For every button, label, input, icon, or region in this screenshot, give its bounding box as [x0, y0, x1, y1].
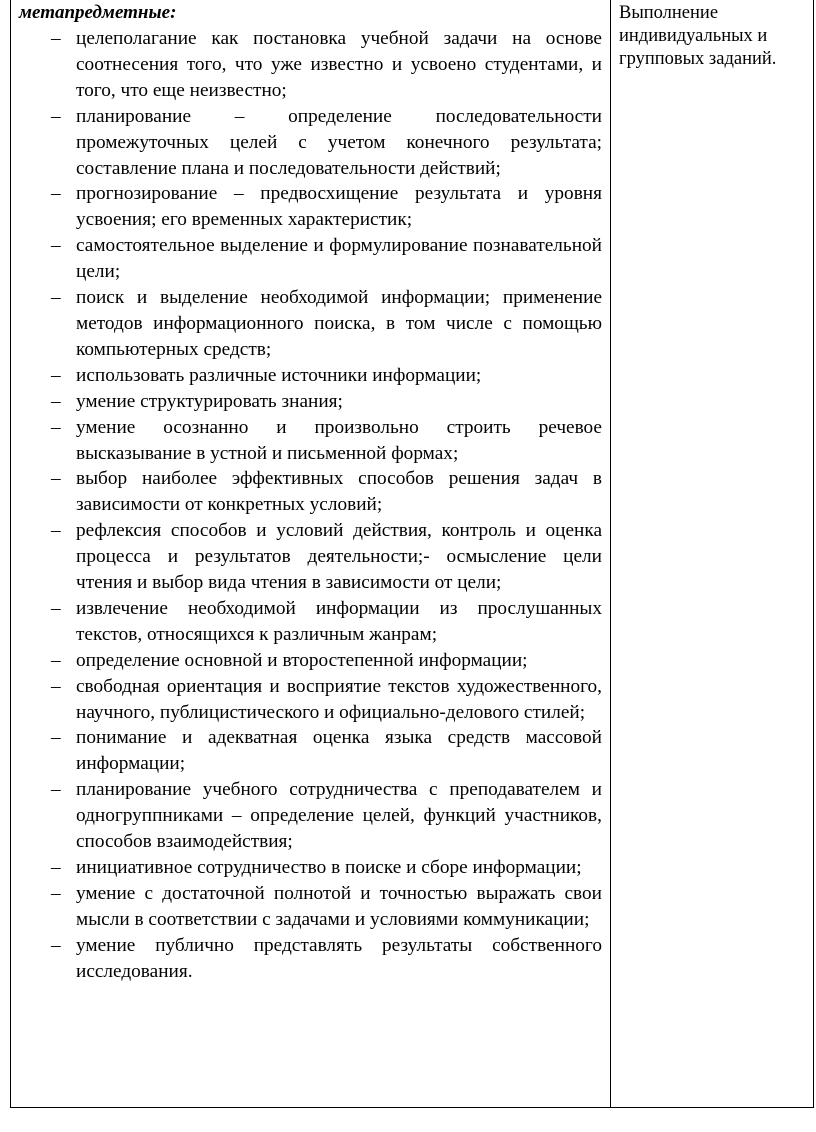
- list-item: – умение публично представлять результаты собственного исследования.: [51, 934, 602, 982]
- list-item: – выбор наиболее эффективных способов решения задач в зависимости от конкретных условий;: [51, 468, 602, 516]
- list-item: – рефлексия способов и условий действия, контроль и оценка процесса и результатов деятельности;- осмысление цели чтения и выбор вида чтения в зависимости от цели;: [51, 520, 602, 594]
- list-item: – самостоятельное выделение и формулирование познавательной цели;: [51, 235, 602, 283]
- list-item: – планирование учебного сотрудничества с преподавателем и одногруппниками – определение целей, функций участников, способов взаимодействия;: [51, 779, 602, 853]
- list-item: – свободная ориентация и восприятие текстов художественного, научного, публицистического и официально-делового стилей;: [51, 675, 602, 723]
- activity-text: Выполнение индивидуальных и групповых заданий.: [619, 3, 777, 69]
- list-item: – понимание и адекватная оценка языка средств массовой информации;: [51, 727, 602, 775]
- list-item: – прогнозирование – предвосхищение результата и уровня усвоения; его временных характеристик;: [51, 183, 602, 231]
- section-heading: метапредметные:: [19, 2, 177, 23]
- results-list: [19, 26, 602, 985]
- list-item: – целеполагание как постановка учебной задачи на основе соотнесения того, что уже известно и усвоено студентами, и того, что еще неизвестно;: [51, 28, 602, 101]
- list-item: – умение с достаточной полнотой и точностью выражать свои мысли в соответствии с задачами и условиями коммуникации;: [51, 882, 602, 930]
- list-item: – инициативное сотрудничество в поиске и сборе информации;: [51, 857, 582, 878]
- activity-column: [611, 0, 813, 1107]
- list-item: – определение основной и второстепенной информации;: [51, 649, 528, 671]
- list-item: – планирование – определение последовательности промежуточных целей с учетом конечного результата; составление плана и последовательности действий;: [51, 105, 602, 179]
- list-item: – поиск и выделение необходимой информации; применение методов информационного поиска, в том числе с помощью компьютерных средств;: [51, 287, 602, 360]
- list-item: – умение структурировать знания;: [51, 390, 343, 412]
- list-item: – использовать различные источники информации;: [51, 364, 482, 386]
- document-table: [10, 0, 814, 1108]
- list-item: – умение осознанно и произвольно строить речевое высказывание в устной и письменной формах;: [51, 416, 602, 464]
- results-column: [11, 0, 611, 1107]
- list-item: – извлечение необходимой информации из прослушанных текстов, относящихся к различным жанрам;: [51, 597, 602, 645]
